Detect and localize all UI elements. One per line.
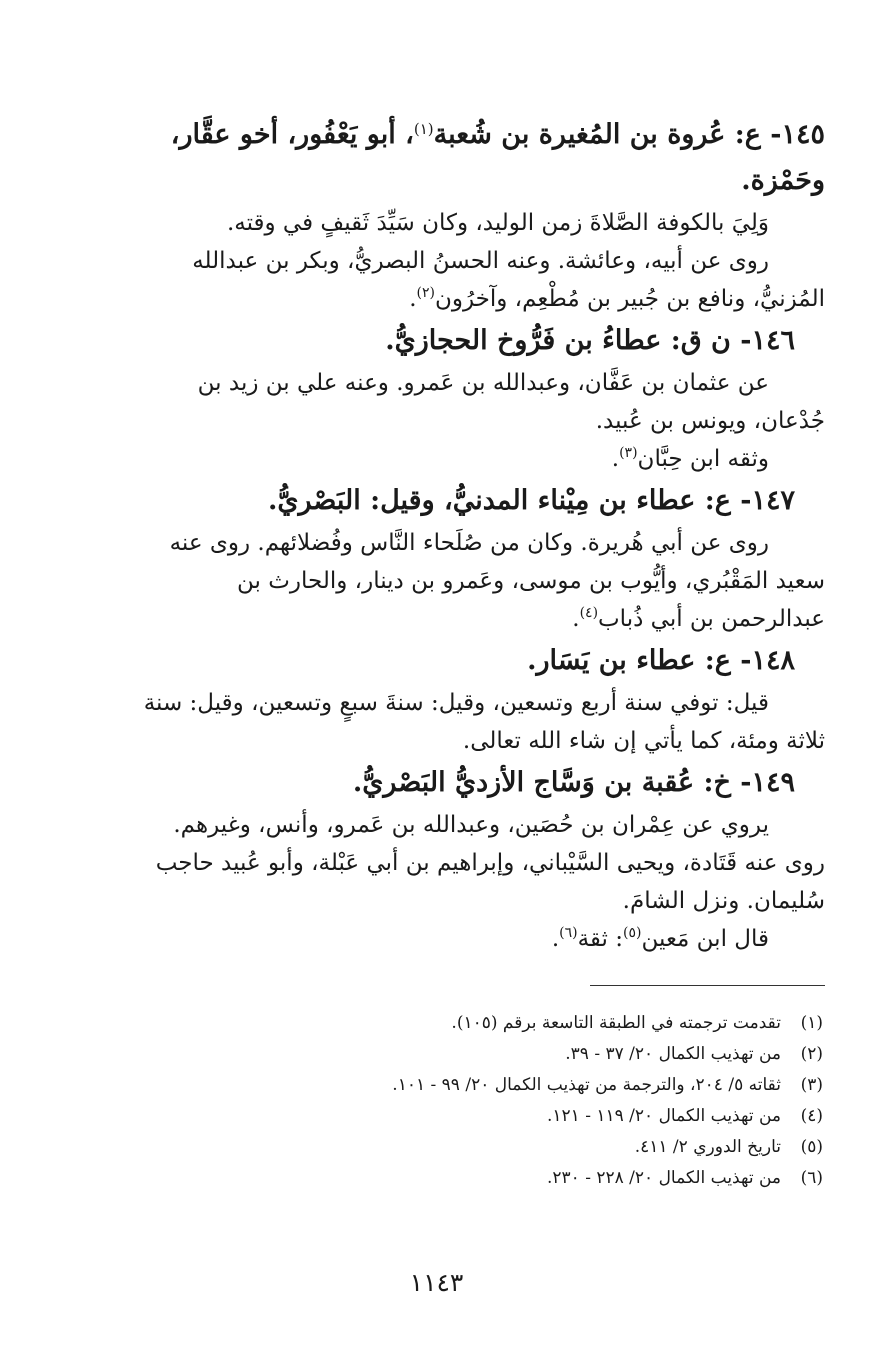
- footnote-item: [123, 1039, 823, 1070]
- footnote-marker: (٦): [559, 925, 578, 941]
- footnote-text: من تهذيب الكمال ٢٠/ ٣٧ - ٣٩.: [565, 1044, 781, 1064]
- entry-line-text: .: [611, 446, 620, 472]
- footnote-text: ثقاته ٥/ ٢٠٤، والترجمة من تهذيب الكمال ٢٠/ ٩٩ - ١٠١.: [392, 1075, 781, 1095]
- entry-line: يروي عن عِمْران بن حُصَين، وعبدالله بن عَمرو، وأنس، وغيرهم.: [173, 812, 769, 838]
- entry-line: عن عثمان بن عَفَّان، وعبدالله بن عَمرو. وعنه علي بن زيد بن: [197, 370, 769, 396]
- entry-heading-148: ١٤٨- ع: عطاء بن يَسَار.: [527, 645, 795, 676]
- entry-line: قيل: توفي سنة أربع وتسعين، وقيل: سنةَ سبعٍ وتسعين، وقيل: سنة: [143, 690, 769, 716]
- entry-line: جُدْعان، ويونس بن عُبيد.: [595, 408, 825, 434]
- footnote-item: [123, 1132, 823, 1163]
- entry-heading-145-cont: وحَمْزة.: [741, 165, 825, 196]
- heading-text: ، أبو يَعْفُور، أخو عقَّار،: [170, 119, 414, 150]
- footnote-item: [123, 1163, 823, 1194]
- entry-heading-145: [100, 112, 825, 158]
- entry-line: روى عن أبيه، وعائشة. وعنه الحسنُ البصريُّ، وبكر بن عبدالله: [192, 248, 769, 274]
- footnote-marker: (١): [413, 120, 434, 138]
- entry-line: ثلاثة ومئة، كما يأتي إن شاء الله تعالى.: [462, 728, 825, 754]
- entry-heading-149: ١٤٩- خ: عُقبة بن وَسَّاج الأزديُّ البَصْريُّ.: [352, 767, 795, 798]
- footnote-number: (٦): [800, 1168, 823, 1188]
- footnote-text: تقدمت ترجمته في الطبقة التاسعة برقم (١٠٥).: [451, 1013, 781, 1033]
- footnote-marker: (٥): [623, 925, 642, 941]
- footnote-number: (٣): [800, 1075, 823, 1095]
- entry-line: [100, 920, 825, 958]
- entry-line: سُليمان. ونزل الشامَ.: [622, 888, 825, 914]
- footnote-number: (٤): [800, 1106, 823, 1126]
- footnote-text: من تهذيب الكمال ٢٠/ ٢٢٨ - ٢٣٠.: [546, 1168, 781, 1188]
- entry-line-text: : ثقة: [577, 926, 624, 952]
- footnote-item: [123, 1101, 823, 1132]
- entry-line-text: وثقه ابن حِبَّان: [637, 446, 769, 472]
- footnote-marker: (٣): [619, 445, 638, 461]
- entry-line-text: .: [409, 286, 417, 312]
- footnotes: [123, 1008, 823, 1194]
- footnote-text: من تهذيب الكمال ٢٠/ ١١٩ - ١٢١.: [546, 1106, 781, 1126]
- entry-heading-147: ١٤٧- ع: عطاء بن مِيْناء المدنيُّ، وقيل: البَصْريُّ.: [268, 485, 795, 516]
- footnote-item: [123, 1008, 823, 1039]
- entry-line-text: المُزنيُّ، ونافع بن جُبير بن مُطْعِم، وآخرُون: [434, 286, 825, 312]
- entry-line: وَلِيَ بالكوفة الصَّلاةَ زمن الوليد، وكان سَيِّدَ ثَقيفٍ في وقته.: [226, 210, 769, 236]
- footnote-number: (١): [800, 1013, 823, 1033]
- entry-line: [100, 440, 825, 478]
- entry-line-text: عبدالرحمن بن أبي ذُباب: [598, 606, 825, 632]
- footnote-marker: (٢): [416, 285, 435, 301]
- footnote-text: تاريخ الدوري ٢/ ٤١١.: [634, 1137, 781, 1157]
- entry-line: روى عنه قَتَادة، ويحيى السَّيْباني، وإبراهيم بن أبي عَبْلة، وأبو عُبيد حاجب: [155, 850, 825, 876]
- entry-heading-146: ١٤٦- ن ق: عطاءُ بن فَرُّوخ الحجازيُّ.: [385, 325, 795, 356]
- main-text: [100, 112, 825, 958]
- entry-line-text: .: [551, 926, 560, 952]
- page-number: ١١٤٣: [409, 1268, 464, 1297]
- entry-line: [100, 280, 825, 318]
- footnote-item: [123, 1070, 823, 1101]
- entry-line: سعيد المَقْبُري، وأيُّوب بن موسى، وعَمرو بن دينار، والحارث بن: [237, 568, 825, 594]
- heading-text: ١٤٥- ع: عُروة بن المُغيرة بن شُعبة: [433, 119, 825, 150]
- footnote-separator: [590, 985, 825, 986]
- entry-line-text: .: [572, 606, 580, 632]
- entry-line: روى عن أبي هُريرة. وكان من صُلَحاء النَّاس وفُضلائهم. روى عنه: [169, 530, 769, 556]
- entry-line-text: قال ابن مَعين: [641, 926, 769, 952]
- footnote-number: (٥): [800, 1137, 823, 1157]
- footnote-number: (٢): [800, 1044, 823, 1064]
- footnote-marker: (٤): [579, 605, 599, 621]
- entry-line: [100, 600, 825, 638]
